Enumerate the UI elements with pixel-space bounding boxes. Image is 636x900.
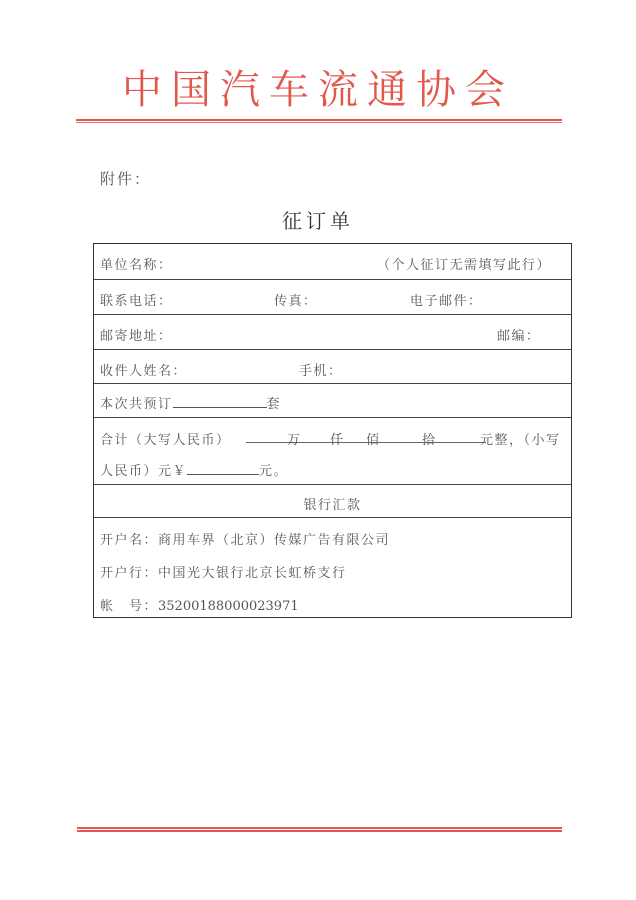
header-divider-thin: [76, 122, 562, 123]
row-unit-name: [94, 244, 571, 280]
account-name-label: 开户名：: [100, 533, 159, 548]
order-quantity-input[interactable]: [173, 395, 267, 408]
email-label: 电子邮件：: [410, 294, 483, 309]
recipient-input[interactable]: [189, 356, 289, 378]
bank-name-line: [100, 562, 347, 581]
footer-divider: [77, 827, 562, 829]
order-suffix: 套: [266, 397, 282, 412]
account-name-value: 商用车界（北京）传媒广告有限公司: [158, 533, 391, 548]
form-title: 征订单: [282, 209, 354, 233]
postcode-label: 邮编：: [497, 329, 541, 344]
address-input[interactable]: [174, 321, 474, 343]
total-line2-suffix: 元。: [259, 464, 289, 479]
total-line2: [100, 460, 288, 479]
unit-name-note: （个人征订无需填写此行）: [377, 258, 552, 273]
recipient-label: 收件人姓名：: [100, 364, 188, 379]
total-lowercase-input[interactable]: [187, 462, 259, 475]
unit-name-input[interactable]: [174, 250, 364, 272]
footer-divider-second: [77, 830, 562, 832]
unit-bai: 佰: [366, 433, 381, 448]
organization-title: 中国汽车流通协会: [122, 67, 514, 113]
fax-label: 传真：: [274, 294, 318, 309]
phone-input[interactable]: [174, 286, 269, 308]
unit-yuan-zheng: 元整，（小写: [480, 433, 561, 448]
unit-shi: 拾: [422, 433, 437, 448]
unit-name-label: 单位名称：: [100, 258, 173, 273]
order-form-table: [93, 243, 572, 618]
account-no-line: [100, 595, 299, 614]
phone-label: 联系电话：: [100, 294, 173, 309]
bank-name-label: 开户行：: [100, 566, 159, 581]
row-total: [94, 418, 571, 485]
total-prefix: 合计（大写人民币）: [100, 433, 231, 448]
account-name-line: [100, 529, 390, 548]
header-divider: [76, 119, 562, 121]
row-contact: [94, 280, 571, 315]
unit-qian: 仟: [330, 433, 345, 448]
mobile-input[interactable]: [344, 356, 544, 378]
total-line2-prefix: 人民币）元￥: [100, 464, 188, 479]
attachment-label: 附件：: [100, 170, 152, 188]
row-address: [94, 315, 571, 350]
row-bank-title: [94, 485, 571, 518]
row-order-quantity: [94, 384, 571, 418]
account-no-value: 35200188000023971: [158, 599, 299, 614]
row-recipient: [94, 350, 571, 384]
account-no-label: 帐 号：: [100, 599, 159, 614]
bank-section-title: 银行汇款: [303, 498, 362, 513]
fax-input[interactable]: [322, 286, 402, 308]
row-bank-details: [94, 518, 571, 617]
postcode-input[interactable]: [539, 321, 567, 343]
order-quantity-line: [100, 393, 281, 412]
unit-wan: 万: [287, 433, 302, 448]
order-prefix: 本次共预订: [100, 397, 173, 412]
address-label: 邮寄地址：: [100, 329, 173, 344]
mobile-label: 手机：: [299, 364, 343, 379]
email-input[interactable]: [484, 286, 564, 308]
bank-name-value: 中国光大银行北京长虹桥支行: [158, 566, 347, 581]
